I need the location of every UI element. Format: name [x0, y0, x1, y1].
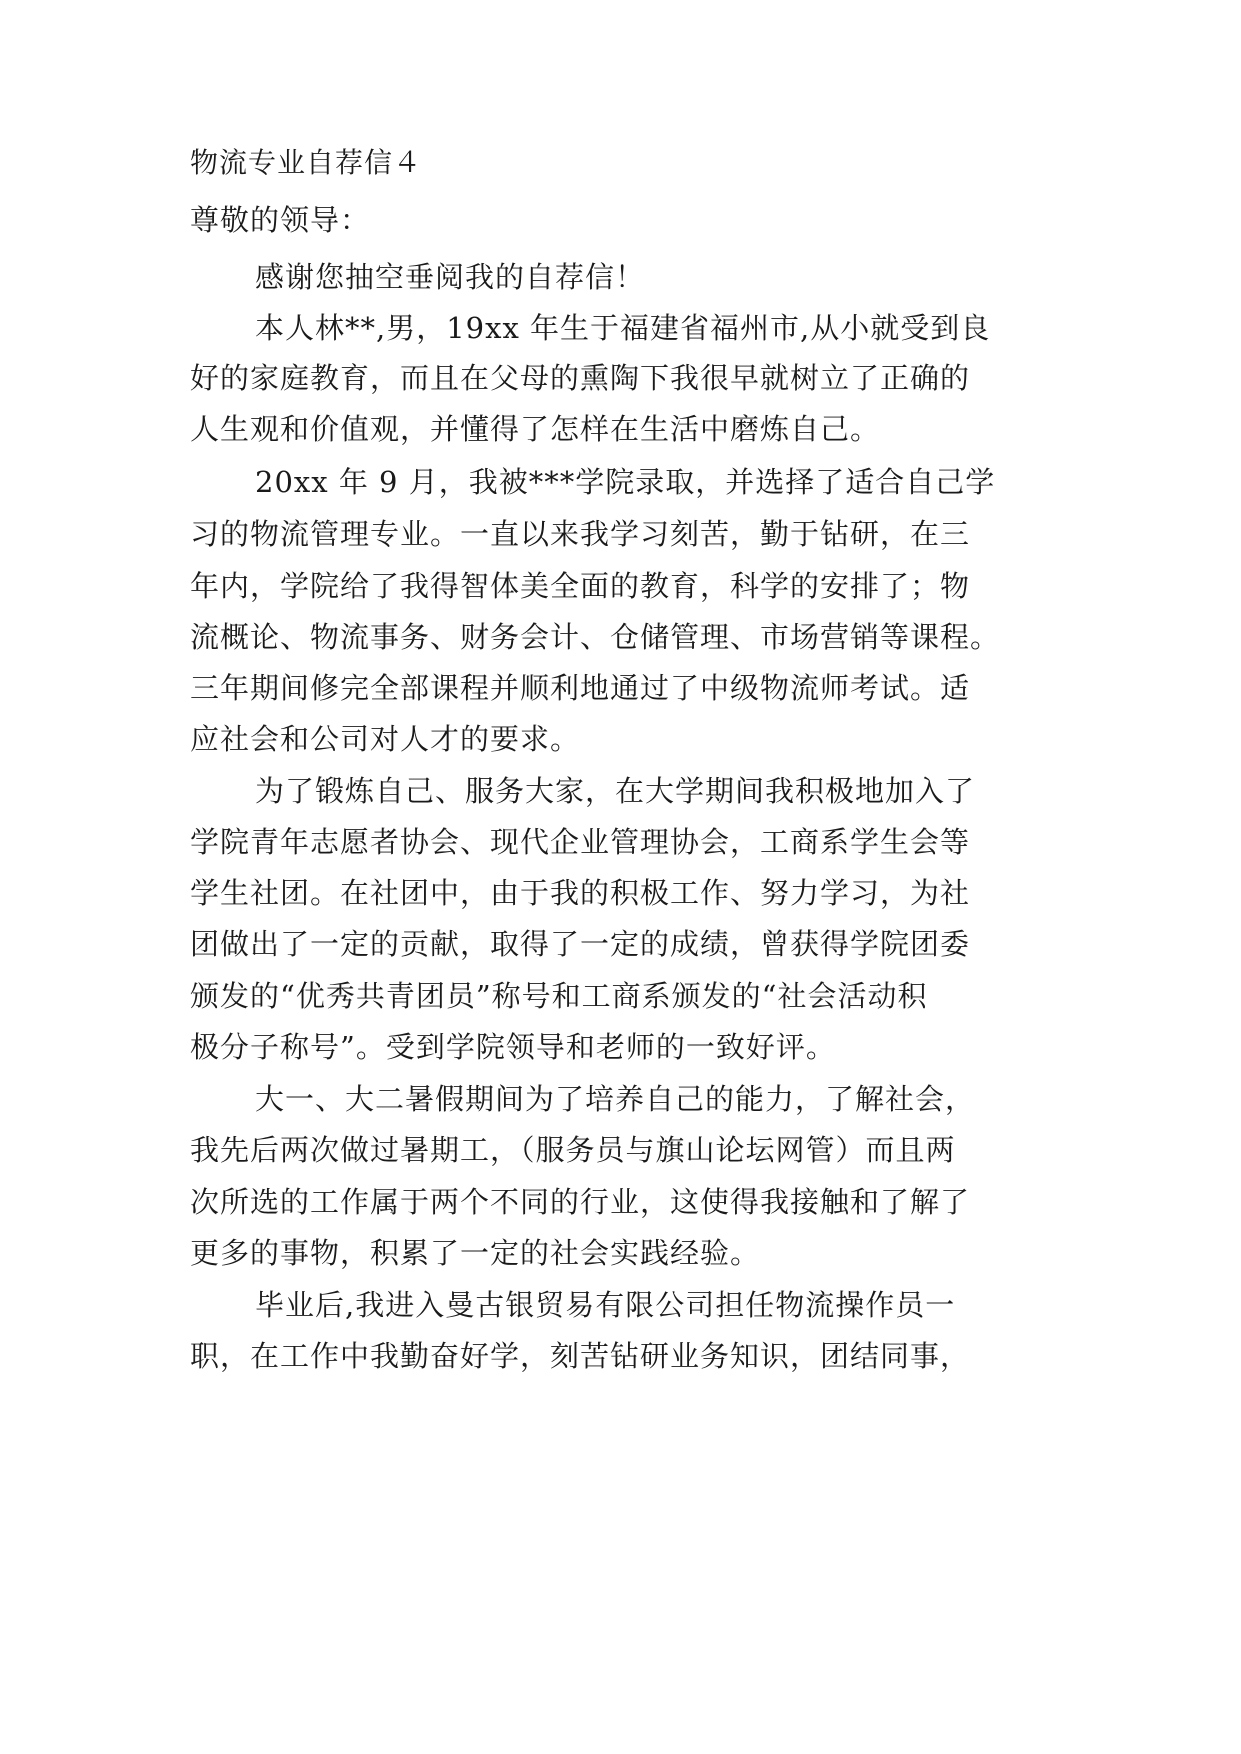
body-line: 学院青年志愿者协会、现代企业管理协会，工商系学生会等: [190, 825, 971, 859]
body-line: 我先后两次做过暑期工，（服务员与旗山论坛网管）而且两: [190, 1133, 956, 1167]
body-line: 三年期间修完全部课程并顺利地通过了中级物流师考试。适: [190, 671, 971, 705]
body-line: 流概论、物流事务、财务会计、仓储管理、市场营销等课程。: [190, 620, 1001, 654]
body-line: 习的物流管理专业。一直以来我学习刻苦，勤于钻研，在三: [190, 517, 971, 551]
body-line: 毕业后,我进入曼古银贸易有限公司担任物流操作员一: [255, 1288, 956, 1322]
document-title: 物流专业自荐信４: [190, 146, 423, 179]
body-line: 感谢您抽空垂阅我的自荐信！: [255, 260, 646, 294]
body-line: 20xx 年 9 月，我被***学院录取，并选择了适合自己学: [255, 465, 996, 499]
body-line: 极分子称号”。受到学院领导和老师的一致好评。: [190, 1030, 836, 1064]
body-line: 大一、大二暑假期间为了培养自己的能力，了解社会，: [255, 1082, 976, 1116]
body-line: 更多的事物，积累了一定的社会实践经验。: [190, 1236, 761, 1270]
salutation: 尊敬的领导：: [190, 203, 371, 237]
body-line: 次所选的工作属于两个不同的行业，这使得我接触和了解了: [190, 1185, 971, 1219]
body-line: 好的家庭教育，而且在父母的熏陶下我很早就树立了正确的: [190, 361, 971, 395]
body-line: 为了锻炼自己、服务大家，在大学期间我积极地加入了: [255, 774, 976, 808]
body-line: 人生观和价值观，并懂得了怎样在生活中磨炼自己。: [190, 412, 881, 446]
body-line: 职，在工作中我勤奋好学，刻苦钻研业务知识，团结同事，: [190, 1339, 971, 1373]
body-line: 本人林**,男，19xx 年生于福建省福州市,从小就受到良: [255, 311, 991, 345]
body-line: 颁发的“优秀共青团员”称号和工商系颁发的“社会活动积: [190, 979, 928, 1013]
body-line: 年内，学院给了我得智体美全面的教育，科学的安排了；物: [190, 569, 971, 603]
body-line: 团做出了一定的贡献，取得了一定的成绩，曾获得学院团委: [190, 927, 971, 961]
body-line: 学生社团。在社团中，由于我的积极工作、努力学习，为社: [190, 876, 971, 910]
body-line: 应社会和公司对人才的要求。: [190, 722, 581, 756]
